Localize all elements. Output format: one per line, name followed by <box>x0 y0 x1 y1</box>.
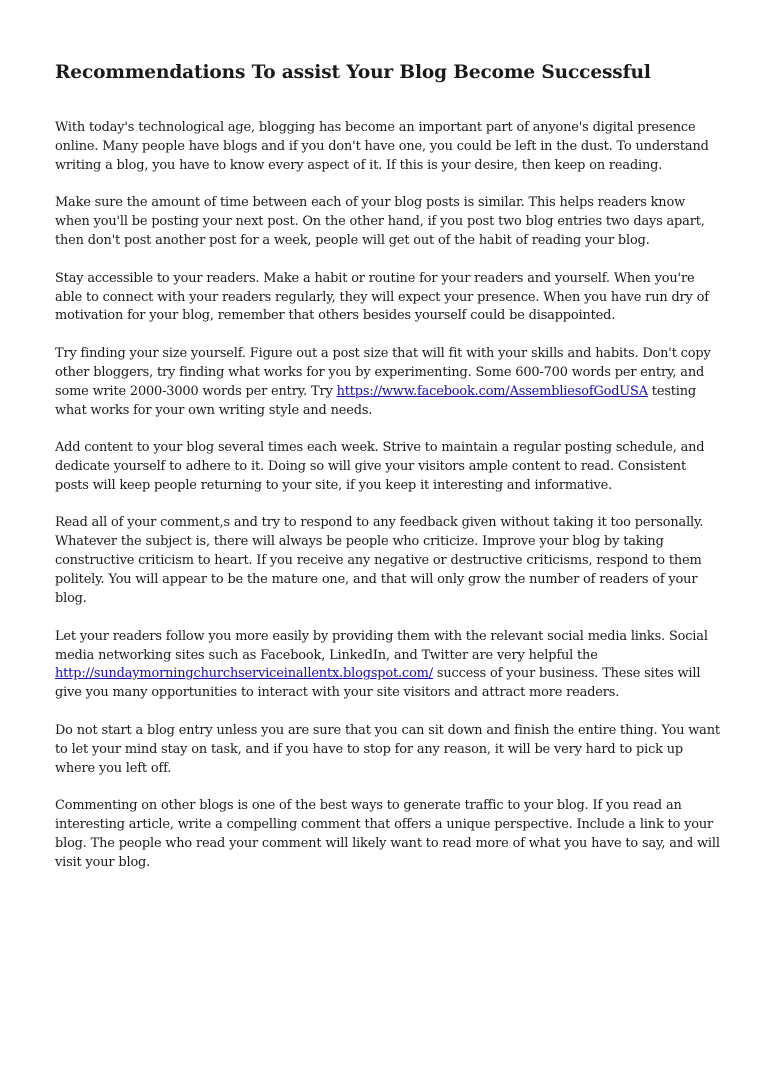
paragraph-7-text-before: Let your readers follow you more easily by providing them with the relevant social media links. Social media networking sites such as Facebook, LinkedIn, and Twitter are very helpful the <box>55 628 708 663</box>
paragraph-1: With today's technological age, blogging has become an important part of anyone's digital presence online. Many people have blogs and if you don't have one, you could be left in the dust. To understand writing a blog, you have to know every aspect of it. If this is your desire, then keep on reading. <box>55 120 709 173</box>
blogspot-link[interactable]: http://sundaymorningchurchserviceinallentx.blogspot.com/ <box>55 666 433 682</box>
paragraph-7-text-after: success of your business. These sites will give you many opportunities to interact with your site visitors and attract more readers. <box>55 666 701 701</box>
paragraph-2: Make sure the amount of time between each of your blog posts is similar. This helps readers know when you'll be posting your next post. On the other hand, if you post two blog entries two days apart, then don't post another post for a week, people will get out of the habit of reading your blog. <box>55 195 705 249</box>
document-title: Recommendations To assist Your Blog Become Successful <box>55 62 651 83</box>
paragraph-9: Commenting on other blogs is one of the best ways to generate traffic to your blog. If you read an interesting article, write a compelling comment that offers a unique perspective. Include a link to your blog. The people who read your comment will likely want to read more of what you have to say, and will visit your blog. <box>55 798 720 870</box>
paragraph-4-text-after: testing what works for your own writing style and needs. <box>55 383 697 418</box>
paragraph-8: Do not start a blog entry unless you are sure that you can sit down and finish the entire thing. You want to let your mind stay on task, and if you have to stop for any reason, it will be very hard to pick up where you left off. <box>55 722 720 776</box>
paragraph-4-text-before: Try finding your size yourself. Figure out a post size that will fit with your skills and habits. Don't copy other bloggers, try finding what works for you by experimenting. Some 600-700 words per entry, and some write 2000-3000 words per entry. Try <box>55 345 711 399</box>
paragraph-6: Read all of your comment,s and try to respond to any feedback given without taking it too personally. Whatever the subject is, there will always be people who criticize. Improve your blog by taking constructive criticism to heart. If you receive any negative or destructive criticisms, respond to them politely. You will appear to be the mature one, and that will only grow the number of readers of your blog. <box>55 515 704 607</box>
document-page <box>55 58 720 891</box>
paragraph-3: Stay accessible to your readers. Make a habit or routine for your readers and yourself. When you're able to connect with your readers regularly, they will expect your presence. When you have run dry of motivation for your blog, remember that others besides yourself could be disappointed. <box>55 270 709 324</box>
facebook-link[interactable]: https://www.facebook.com/AssembliesofGodUSA <box>336 383 648 399</box>
paragraph-5: Add content to your blog several times each week. Strive to maintain a regular posting schedule, and dedicate yourself to adhere to it. Doing so will give your visitors ample content to read. Consistent posts will keep people returning to your site, if you keep it interesting and informative. <box>55 440 705 493</box>
paragraph-7 <box>55 628 720 704</box>
paragraph-4 <box>55 345 720 421</box>
